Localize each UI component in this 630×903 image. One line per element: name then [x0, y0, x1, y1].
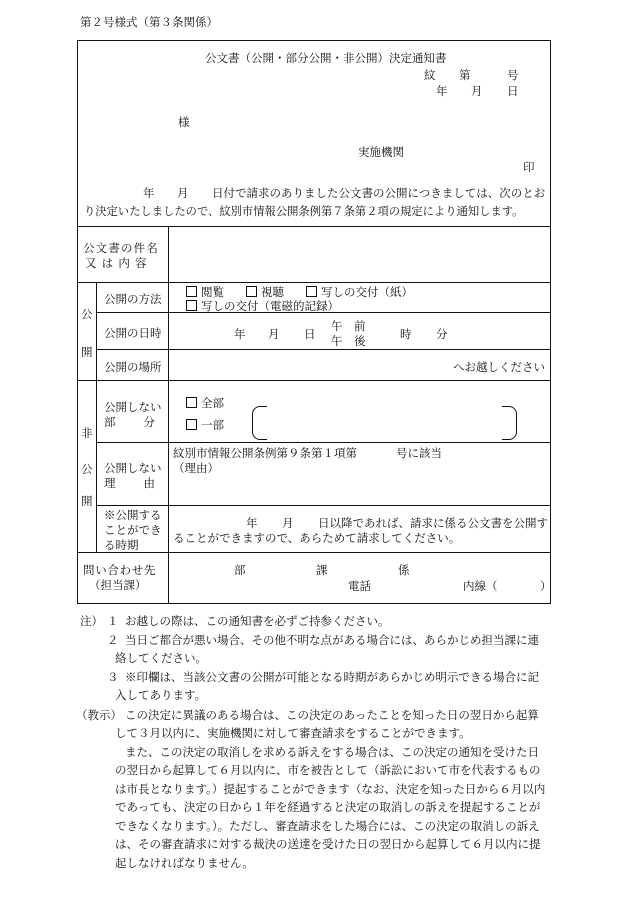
- seal-mark: 印: [523, 160, 535, 174]
- datetime-pm: 午 後: [331, 334, 366, 348]
- document-number-dai: 第: [459, 68, 471, 82]
- instruction-line-3: また、この決定の取消しを求める訴えをする場合は、この決定の通知を受けた日: [125, 745, 539, 759]
- reason-paren: （理由）: [173, 461, 219, 475]
- datetime-label: 公開の日時: [104, 326, 162, 340]
- nondisclosed-label-1: 公開しない: [104, 400, 162, 414]
- place-value: へお越しください: [453, 360, 545, 374]
- addressee-suffix: 様: [178, 115, 190, 129]
- reason-label-2: [104, 475, 155, 491]
- disclosure-group-label-2: 開: [81, 345, 93, 359]
- document-number-prefix: 紋: [424, 68, 436, 82]
- extension-label: 内線（: [463, 579, 498, 593]
- date-day: 日: [507, 84, 519, 98]
- instruction-prefix: （教示）: [76, 708, 122, 722]
- instruction-line-8: は、その審査請求に対する裁決の送達を受けた日の翌日から起算して６月以内に提: [115, 837, 541, 851]
- document-number-go: 号: [507, 68, 519, 82]
- instruction-line-7: できなくなります。）。ただし、審査請求をした場合には、この決定の取消しの訴え: [115, 819, 540, 833]
- date-year: 年: [436, 84, 448, 98]
- instruction-line-2: して３月以内に、実施機関に対して審査請求をすることができます。: [115, 726, 471, 740]
- subject-label-1: 公文書の件名: [83, 241, 159, 255]
- contact-department: 部: [234, 563, 246, 577]
- phone-label: 電話: [348, 579, 371, 593]
- nondisclosed-label-2: [104, 414, 155, 430]
- right-bracket: [502, 406, 517, 440]
- checkbox[interactable]: [246, 286, 257, 297]
- note-3-line-2: 入してあります。: [115, 688, 207, 702]
- instruction-line-4: の翌日から起算して６月以内に、市を被告として（訴訟において市を代表するもの: [115, 763, 541, 777]
- checkbox[interactable]: [186, 419, 197, 430]
- contact-unit: 係: [398, 563, 410, 577]
- future-text-line1: 日以降であれば、請求に係る公文書を公開す: [318, 516, 548, 530]
- future-label-1: ※公開する: [104, 508, 162, 522]
- form-title: 公文書（公開・部分公開・非公開）決定通知書: [205, 51, 447, 65]
- reason-label-2b: 由: [143, 476, 155, 490]
- disclosure-group-label-1: 公: [81, 307, 93, 321]
- note-1-line-1: お越しの際は、この通知書を必ずご持参ください。: [125, 614, 390, 628]
- checkbox[interactable]: [186, 397, 197, 408]
- method-option-copy-electronic[interactable]: 写しの交付（電磁的記録）: [186, 298, 339, 314]
- contact-label-1: 問い合わせ先: [83, 563, 157, 577]
- intro-text-line1: 日付で請求のありました公文書の公開につきましては、次のとお: [212, 186, 546, 200]
- nondisclosure-group-label-3: 開: [81, 494, 93, 508]
- datetime-year: 年: [234, 327, 246, 341]
- checkbox[interactable]: [186, 286, 197, 297]
- contact-label-2: （担当課）: [89, 578, 147, 592]
- future-month: 月: [282, 516, 294, 530]
- datetime-month: 月: [268, 327, 280, 341]
- nondisclosure-group-label-2: 公: [81, 462, 93, 476]
- reason-ordinance: 紋別市情報公開条例第９条第１項第: [173, 446, 357, 460]
- datetime-am: 午 前: [331, 319, 366, 333]
- future-text-line2: ることができますので、あらためて請求してください。: [173, 531, 461, 545]
- future-year: 年: [246, 516, 258, 530]
- method-option-view[interactable]: 閲覧: [186, 284, 224, 300]
- method-option-watch[interactable]: 視聴: [246, 284, 284, 300]
- extension-close: ）: [540, 579, 552, 593]
- instruction-line-9: 起しなければなりません。: [115, 856, 254, 870]
- left-bracket: [252, 406, 267, 440]
- note-2-number: ２: [107, 633, 119, 647]
- method-option-copy-paper[interactable]: 写しの交付（紙）: [306, 284, 413, 300]
- nondisclosed-option-all[interactable]: 全部: [186, 395, 224, 411]
- intro-text-line2: り決定いたしましたので、紋別市情報公開条例第７条第２項の規定により通知します。: [84, 205, 524, 218]
- note-3-line-1: ※印欄は、当該公文書の公開が可能となる時期があらかじめ明示できる場合に記: [125, 670, 539, 684]
- note-1-number: １: [107, 614, 119, 628]
- future-label-2: ことができ: [104, 523, 162, 537]
- nondisclosed-option-part[interactable]: 一部: [186, 417, 224, 433]
- subject-label-2: 又は内容: [85, 256, 152, 270]
- intro-year: 年: [143, 186, 155, 200]
- instruction-line-6: であっても、決定の日から１年を経過すると決定の取消しの訴えを提起することが: [115, 800, 541, 814]
- intro-month: 月: [177, 186, 189, 200]
- nondisclosed-label-2b: 分: [143, 415, 155, 429]
- notes-prefix: 注）: [80, 614, 103, 628]
- datetime-hour: 時: [400, 327, 412, 341]
- place-label: 公開の場所: [104, 360, 162, 374]
- reason-applicable: 号に該当: [396, 446, 442, 460]
- contact-section: 課: [316, 563, 328, 577]
- reason-label-1: 公開しない: [104, 461, 162, 475]
- datetime-minute: 分: [436, 327, 448, 341]
- checkbox[interactable]: [186, 300, 197, 311]
- nondisclosure-group-label-1: 非: [81, 426, 93, 440]
- note-2-line-2: 絡してください。: [115, 651, 207, 665]
- note-3-number: ３: [107, 670, 119, 684]
- instruction-line-5: は市長となります。）提起することができます（なお、決定を知った日から６月以内: [115, 782, 546, 796]
- future-label-3: る時期: [104, 538, 139, 552]
- note-2-line-1: 当日ご都合が悪い場合、その他不明な点がある場合には、あらかじめ担当課に連: [125, 633, 539, 647]
- method-label: 公開の方法: [104, 292, 162, 306]
- datetime-day: 日: [304, 327, 316, 341]
- form-number-label: 第２号様式（第３条関係）: [80, 15, 218, 29]
- instruction-line-1: この決定に異議のある場合は、この決定のあったことを知った日の翌日から起算: [125, 708, 539, 722]
- date-month: 月: [471, 84, 483, 98]
- reason-label-2a: 理: [104, 476, 116, 490]
- checkbox[interactable]: [306, 286, 317, 297]
- nondisclosed-label-2a: 部: [104, 415, 116, 429]
- agency-label: 実施機関: [358, 145, 404, 159]
